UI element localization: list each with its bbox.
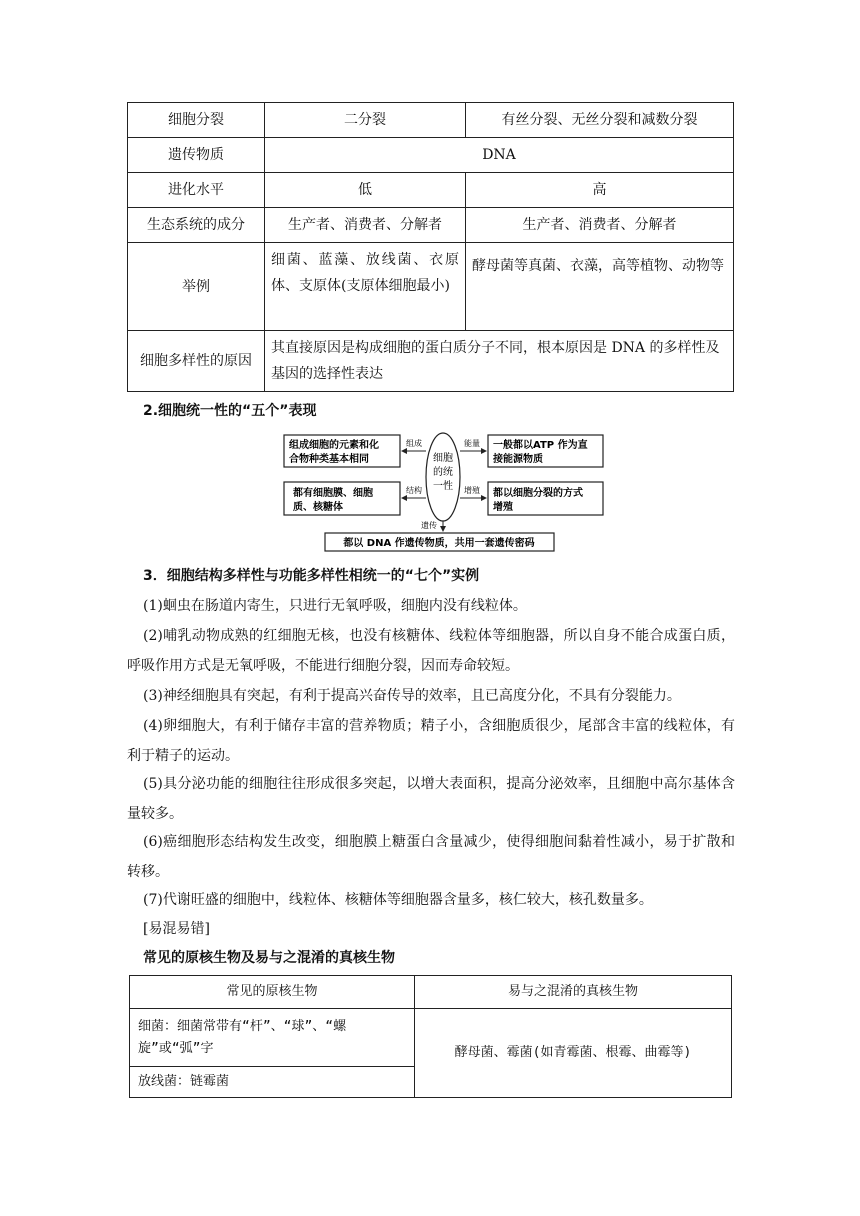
table-cell: 其直接原因是构成细胞的蛋白质分子不同，根本原因是 DNA 的多样性及基因的选择性表达: [265, 331, 734, 392]
table-row: [128, 243, 734, 331]
table-cell: DNA: [265, 138, 734, 173]
table-row: [128, 173, 734, 208]
center-text-line: 细胞: [433, 453, 453, 464]
table-cell: 细菌：细菌常带有“杆”、“球”、“螺旋”或“弧”字: [130, 1009, 415, 1067]
box-text: 增殖: [493, 502, 513, 513]
table-row: [128, 103, 734, 138]
table-cell: 细胞分裂: [128, 103, 265, 138]
table-row: [128, 138, 734, 173]
box-text: 都以细胞分裂的方式: [493, 488, 583, 499]
box-text: 都以 DNA 作遗传物质，共用一套遗传密码: [343, 538, 535, 549]
table-row: [130, 976, 732, 1009]
confusion-title: 常见的原核生物及易与之混淆的真核生物: [143, 950, 395, 966]
label-structure: 结构: [406, 486, 422, 495]
paragraph: (3)神经细胞具有突起，有利于提高兴奋传导的效率，且已高度分化，不具有分裂能力。: [143, 688, 681, 704]
table-cell: 低: [265, 173, 466, 208]
table-cell: 举例: [128, 243, 265, 331]
cell-unity-diagram: [283, 430, 605, 554]
table-row: [128, 331, 734, 392]
paragraph: (5)具分泌功能的细胞往往形成很多突起，以增大表面积，提高分泌效率，且细胞中高尔基体含量较多。: [127, 776, 735, 822]
section-heading: 2.细胞统一性的“五个”表现: [143, 403, 317, 419]
table-cell: 进化水平: [128, 173, 265, 208]
section-heading: 3．细胞结构多样性与功能多样性相统一的“七个”实例: [143, 568, 480, 584]
table-cell: 遗传物质: [128, 138, 265, 173]
box-text: 都有细胞膜、细胞: [293, 488, 373, 499]
label-heredity: 遗传: [421, 521, 437, 530]
table-cell: 放线菌：链霉菌: [130, 1067, 415, 1098]
table-cell: 酵母菌等真菌、衣藻，高等植物、动物等: [466, 243, 734, 331]
table-cell: 二分裂: [265, 103, 466, 138]
box-text: 接能源物质: [493, 454, 543, 465]
paragraph: (6)癌细胞形态结构发生改变，细胞膜上糖蛋白含量减少，使得细胞间黏着性减小，易于扩散和转移。: [127, 834, 735, 880]
center-text-line: 的统: [433, 467, 453, 478]
comparison-table: [127, 102, 734, 392]
table-row: [128, 208, 734, 243]
label-reproduction: 增殖: [464, 486, 480, 495]
label-composition: 组成: [406, 439, 422, 448]
table-header: 常见的原核生物: [130, 976, 415, 1009]
box-text: 组成细胞的元素和化: [289, 440, 379, 451]
paragraph: (1)蛔虫在肠道内寄生，只进行无氧呼吸，细胞内没有线粒体。: [143, 598, 527, 614]
table-cell: 生产者、消费者、分解者: [466, 208, 734, 243]
paragraph: (2)哺乳动物成熟的红细胞无核，也没有核糖体、线粒体等细胞器，所以自身不能合成蛋白质，呼吸作用方式是无氧呼吸，不能进行细胞分裂，因而寿命较短。: [127, 628, 735, 674]
box-text: 质、核糖体: [293, 502, 343, 513]
table-cell: 生态系统的成分: [128, 208, 265, 243]
table-row: [130, 1009, 732, 1067]
confusion-tag: [易混易错]: [143, 921, 210, 937]
table-cell: 细菌、蓝藻、放线菌、衣原体、支原体(支原体细胞最小): [265, 243, 466, 331]
table-cell: 高: [466, 173, 734, 208]
table-cell: 生产者、消费者、分解者: [265, 208, 466, 243]
table-cell: 有丝分裂、无丝分裂和减数分裂: [466, 103, 734, 138]
table-header: 易与之混淆的真核生物: [415, 976, 732, 1009]
paragraph: (7)代谢旺盛的细胞中，线粒体、核糖体等细胞器含量多，核仁较大，核孔数量多。: [143, 892, 653, 908]
center-text-line: 一性: [433, 481, 453, 492]
box-text: 一般都以ATP 作为直: [493, 440, 588, 451]
label-energy: 能量: [464, 439, 480, 448]
table-cell: 细胞多样性的原因: [128, 331, 265, 392]
box-text: 合物种类基本相同: [289, 454, 369, 465]
table-cell: 酵母菌、霉菌(如青霉菌、根霉、曲霉等): [415, 1009, 732, 1098]
confusion-table: [129, 975, 732, 1098]
paragraph: (4)卵细胞大，有利于储存丰富的营养物质；精子小，含细胞质很少，尾部含丰富的线粒体，有利于精子的运动。: [127, 718, 735, 764]
